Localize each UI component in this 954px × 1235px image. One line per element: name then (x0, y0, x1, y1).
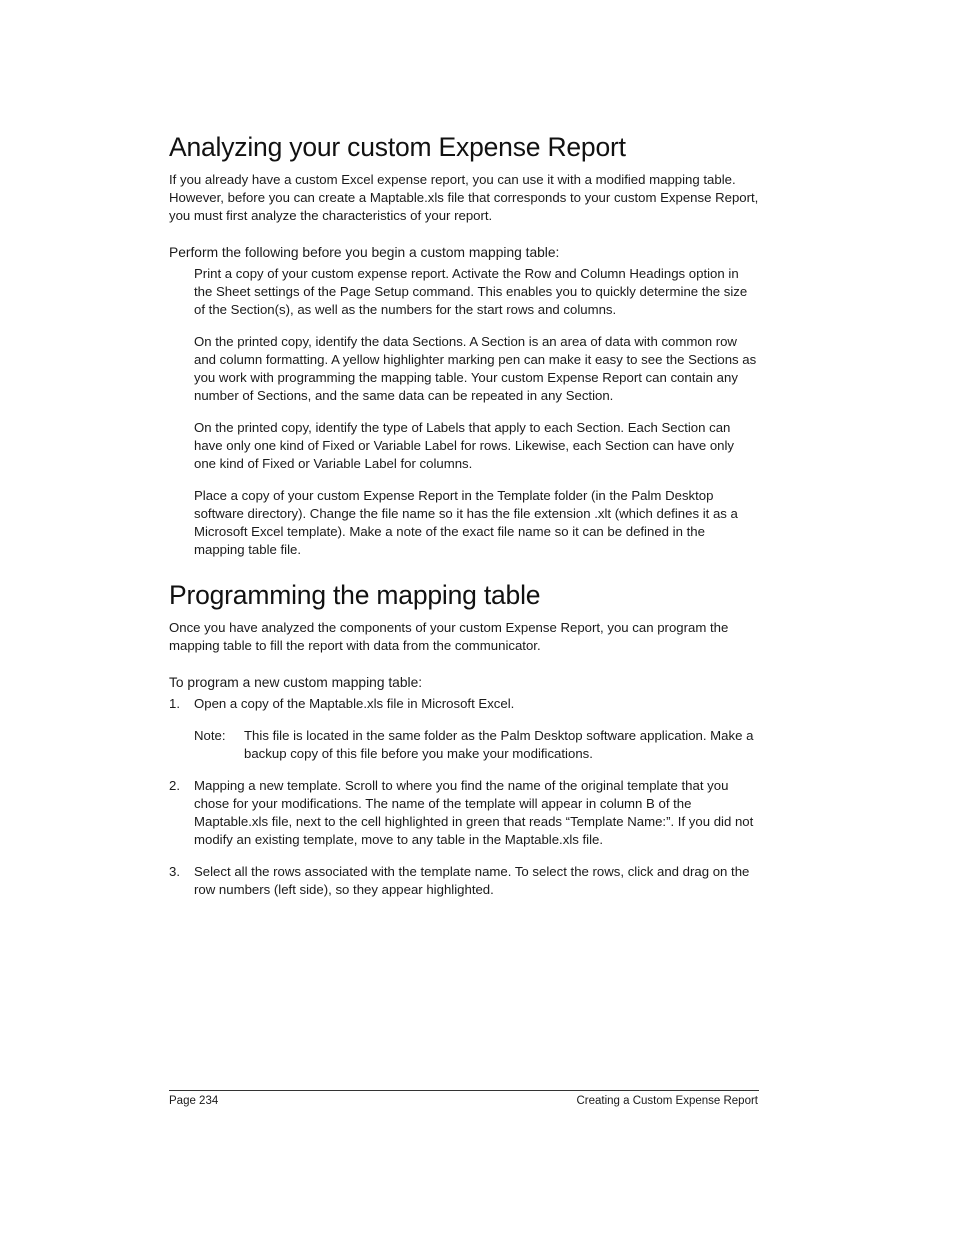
section-intro-programming: Once you have analyzed the components of your custom Expense Report, you can program the mapping table to fill the report with data from the communicator. (169, 620, 729, 653)
step-item (169, 863, 759, 899)
step-list (169, 695, 759, 899)
step-item (169, 777, 759, 849)
step-text: Mapping a new template. Scroll to where you find the name of the original template that you chose for your modifications. The name of the template will appear in column B of the Maptable.xls file, next to the cell highlighted in green that reads “Template Name:”. If you did not modify an existing template, move to any table in the Maptable.xls file. (194, 778, 754, 847)
step-number: 3. (169, 864, 180, 879)
subheading-program-table: To program a new custom mapping table: (169, 675, 423, 690)
step-item (169, 695, 759, 713)
footer-chapter-title: Creating a Custom Expense Report (576, 1095, 758, 1107)
section-title-programming: Programming the mapping table (169, 580, 541, 610)
step-text: Open a copy of the Maptable.xls file in Microsoft Excel. (194, 696, 515, 711)
footer-divider (169, 1090, 759, 1091)
list-item: On the printed copy, identify the type of Labels that apply to each Section. Each Section can have only one kind of Fixed or Variable Label for rows. Likewise, each Section can have only one kind of Fixed or Variable Label for columns. (194, 420, 735, 471)
section-title-analyzing: Analyzing your custom Expense Report (169, 132, 626, 162)
step-number: 2. (169, 778, 180, 793)
note-text: This file is located in the same folder as the Palm Desktop software application. Make a backup copy of this file before you make your modifications. (244, 728, 754, 761)
step-text: Select all the rows associated with the template name. To select the rows, click and drag on the row numbers (left side), so they appear highlighted. (194, 864, 750, 897)
list-item: Place a copy of your custom Expense Report in the Template folder (in the Palm Desktop software directory). Change the file name so it has the file extension .xlt (which defines it as a Microsoft Excel template). Make a note of the exact file name so it can be defined in the mapping table file. (194, 488, 738, 557)
note-label: Note: (194, 728, 226, 743)
section-intro-analyzing: If you already have a custom Excel expense report, you can use it with a modified mapping table. However, before you can create a Maptable.xls file that corresponds to your custom Expense Report, you must first analyze the characteristics of your report. (169, 172, 759, 223)
subheading-before-begin: Perform the following before you begin a custom mapping table: (169, 245, 560, 260)
preparation-list (194, 265, 759, 559)
page-content (169, 130, 759, 913)
step-number: 1. (169, 696, 180, 711)
list-item: On the printed copy, identify the data Sections. A Section is an area of data with common row and column formatting. A yellow highlighter marking pen can make it easy to see the Sections as you work with programming the mapping table. Your custom Expense Report can contain any number of Sections, and the same data can be repeated in any Section. (194, 334, 757, 403)
list-item: Print a copy of your custom expense report. Activate the Row and Column Headings option in the Sheet settings of the Page Setup command. This enables you to quickly determine the size of the Section(s), as well as the numbers for the start rows and columns. (194, 266, 748, 317)
note-block (194, 727, 759, 763)
footer-page-number: Page 234 (169, 1095, 219, 1107)
